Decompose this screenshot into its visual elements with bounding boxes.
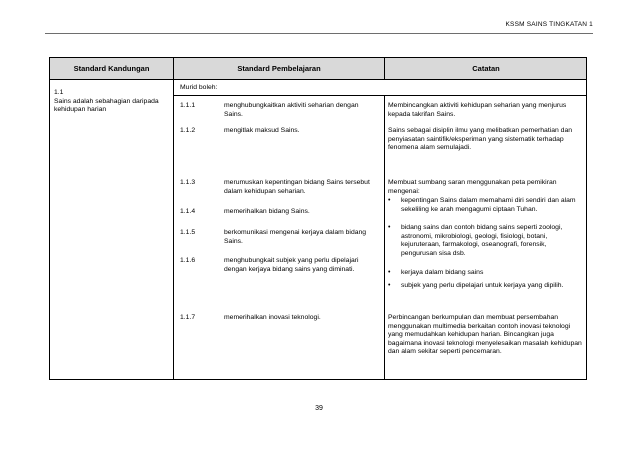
catatan-text: Sains sebagai disiplin ilmu yang melibatkan pemerhatian dan penyiasatan saintifik/eksperiman yang sistematik terhadap fenomena alam semulajadi. <box>388 127 573 152</box>
bullet-icon: • <box>388 197 391 204</box>
column-divider <box>384 58 385 80</box>
header-rule <box>45 33 593 34</box>
pembelajaran-text: memerihalkan bidang Sains. <box>224 208 310 215</box>
pembelajaran-text: memerihalkan inovasi teknologi. <box>224 314 321 321</box>
column-divider <box>173 58 174 379</box>
bullet-text: subjek yang perlu dipelajari untuk kerjaya yang dipilih. <box>401 282 564 289</box>
pembelajaran-text: berkomunikasi mengenai kerjaya dalam bidang Sains. <box>224 229 367 245</box>
bullet-icon: • <box>388 224 391 231</box>
header-standard-kandungan: Standard Kandungan <box>73 64 150 73</box>
row-divider <box>173 95 586 96</box>
catatan-bullet <box>388 282 584 291</box>
pembelajaran-code: 1.1.2 <box>180 127 196 134</box>
bullet-text: kerjaya dalam bidang sains <box>401 269 484 276</box>
bullet-icon: • <box>388 282 391 289</box>
catatan-bullet <box>388 224 584 258</box>
pembelajaran-text: menghubungkaitkan aktiviti seharian dengan Sains. <box>224 102 359 118</box>
pembelajaran-text: menghubungkait subjek yang perlu dipelajari dengan kerjaya bidang sains yang diminati. <box>224 257 359 273</box>
document-header: KSSM SAINS TINGKATAN 1 <box>505 21 593 28</box>
catatan-bullet <box>388 197 584 214</box>
bullet-text: bidang sains dan contoh bidang sains seperti zoologi, astronomi, mikrobiologi, geologi, fisiologi, botani, kejuruteraan, farmakologi, oseanografi, forensik, pengurusan sisa dsb. <box>401 224 563 257</box>
header-catatan: Catatan <box>472 64 500 73</box>
pembelajaran-text: merumuskan kepentingan bidang Sains tersebut dalam kehidupan seharian. <box>224 179 370 195</box>
table-header-row <box>50 58 586 80</box>
catatan-text: Perbincangan berkumpulan dan membuat persembahan menggunakan multimedia berkaitan contoh inovasi teknologi yang memudahkan kehidupan harian. Bincangkan juga bagaimana inovasi teknologi menyelesaikan masalah kehidupan dan alam sekitar seperti pencemaran. <box>388 314 582 356</box>
catatan-bullet <box>388 269 584 278</box>
kandungan-code: 1.1 <box>54 89 64 96</box>
pembelajaran-code: 1.1.7 <box>180 314 196 321</box>
bullet-text: kepentingan Sains dalam memahami diri sendiri dan alam sekeliling ke arah mengagumi ciptaan Tuhan. <box>401 197 576 213</box>
header-standard-pembelajaran: Standard Pembelajaran <box>237 64 321 73</box>
kandungan-title: Sains adalah sebahagian daripada kehidupan harian <box>54 97 159 114</box>
pembelajaran-code: 1.1.5 <box>180 229 196 236</box>
catatan-text: Membuat sumbang saran menggunakan peta pemikiran mengenai: <box>388 179 557 195</box>
pembelajaran-text: mengitlak maksud Sains. <box>224 127 300 134</box>
pembelajaran-code: 1.1.1 <box>180 102 196 109</box>
murid-boleh-label: Murid boleh: <box>180 84 218 91</box>
pembelajaran-code: 1.1.6 <box>180 257 196 264</box>
catatan-text: Membincangkan aktiviti kehidupan seharian yang menjurus kepada takrifan Sains. <box>388 102 567 118</box>
curriculum-table <box>49 57 587 380</box>
bullet-icon: • <box>388 269 391 276</box>
page-number: 39 <box>315 405 323 412</box>
pembelajaran-code: 1.1.3 <box>180 179 196 186</box>
column-divider <box>384 95 385 379</box>
pembelajaran-code: 1.1.4 <box>180 208 196 215</box>
